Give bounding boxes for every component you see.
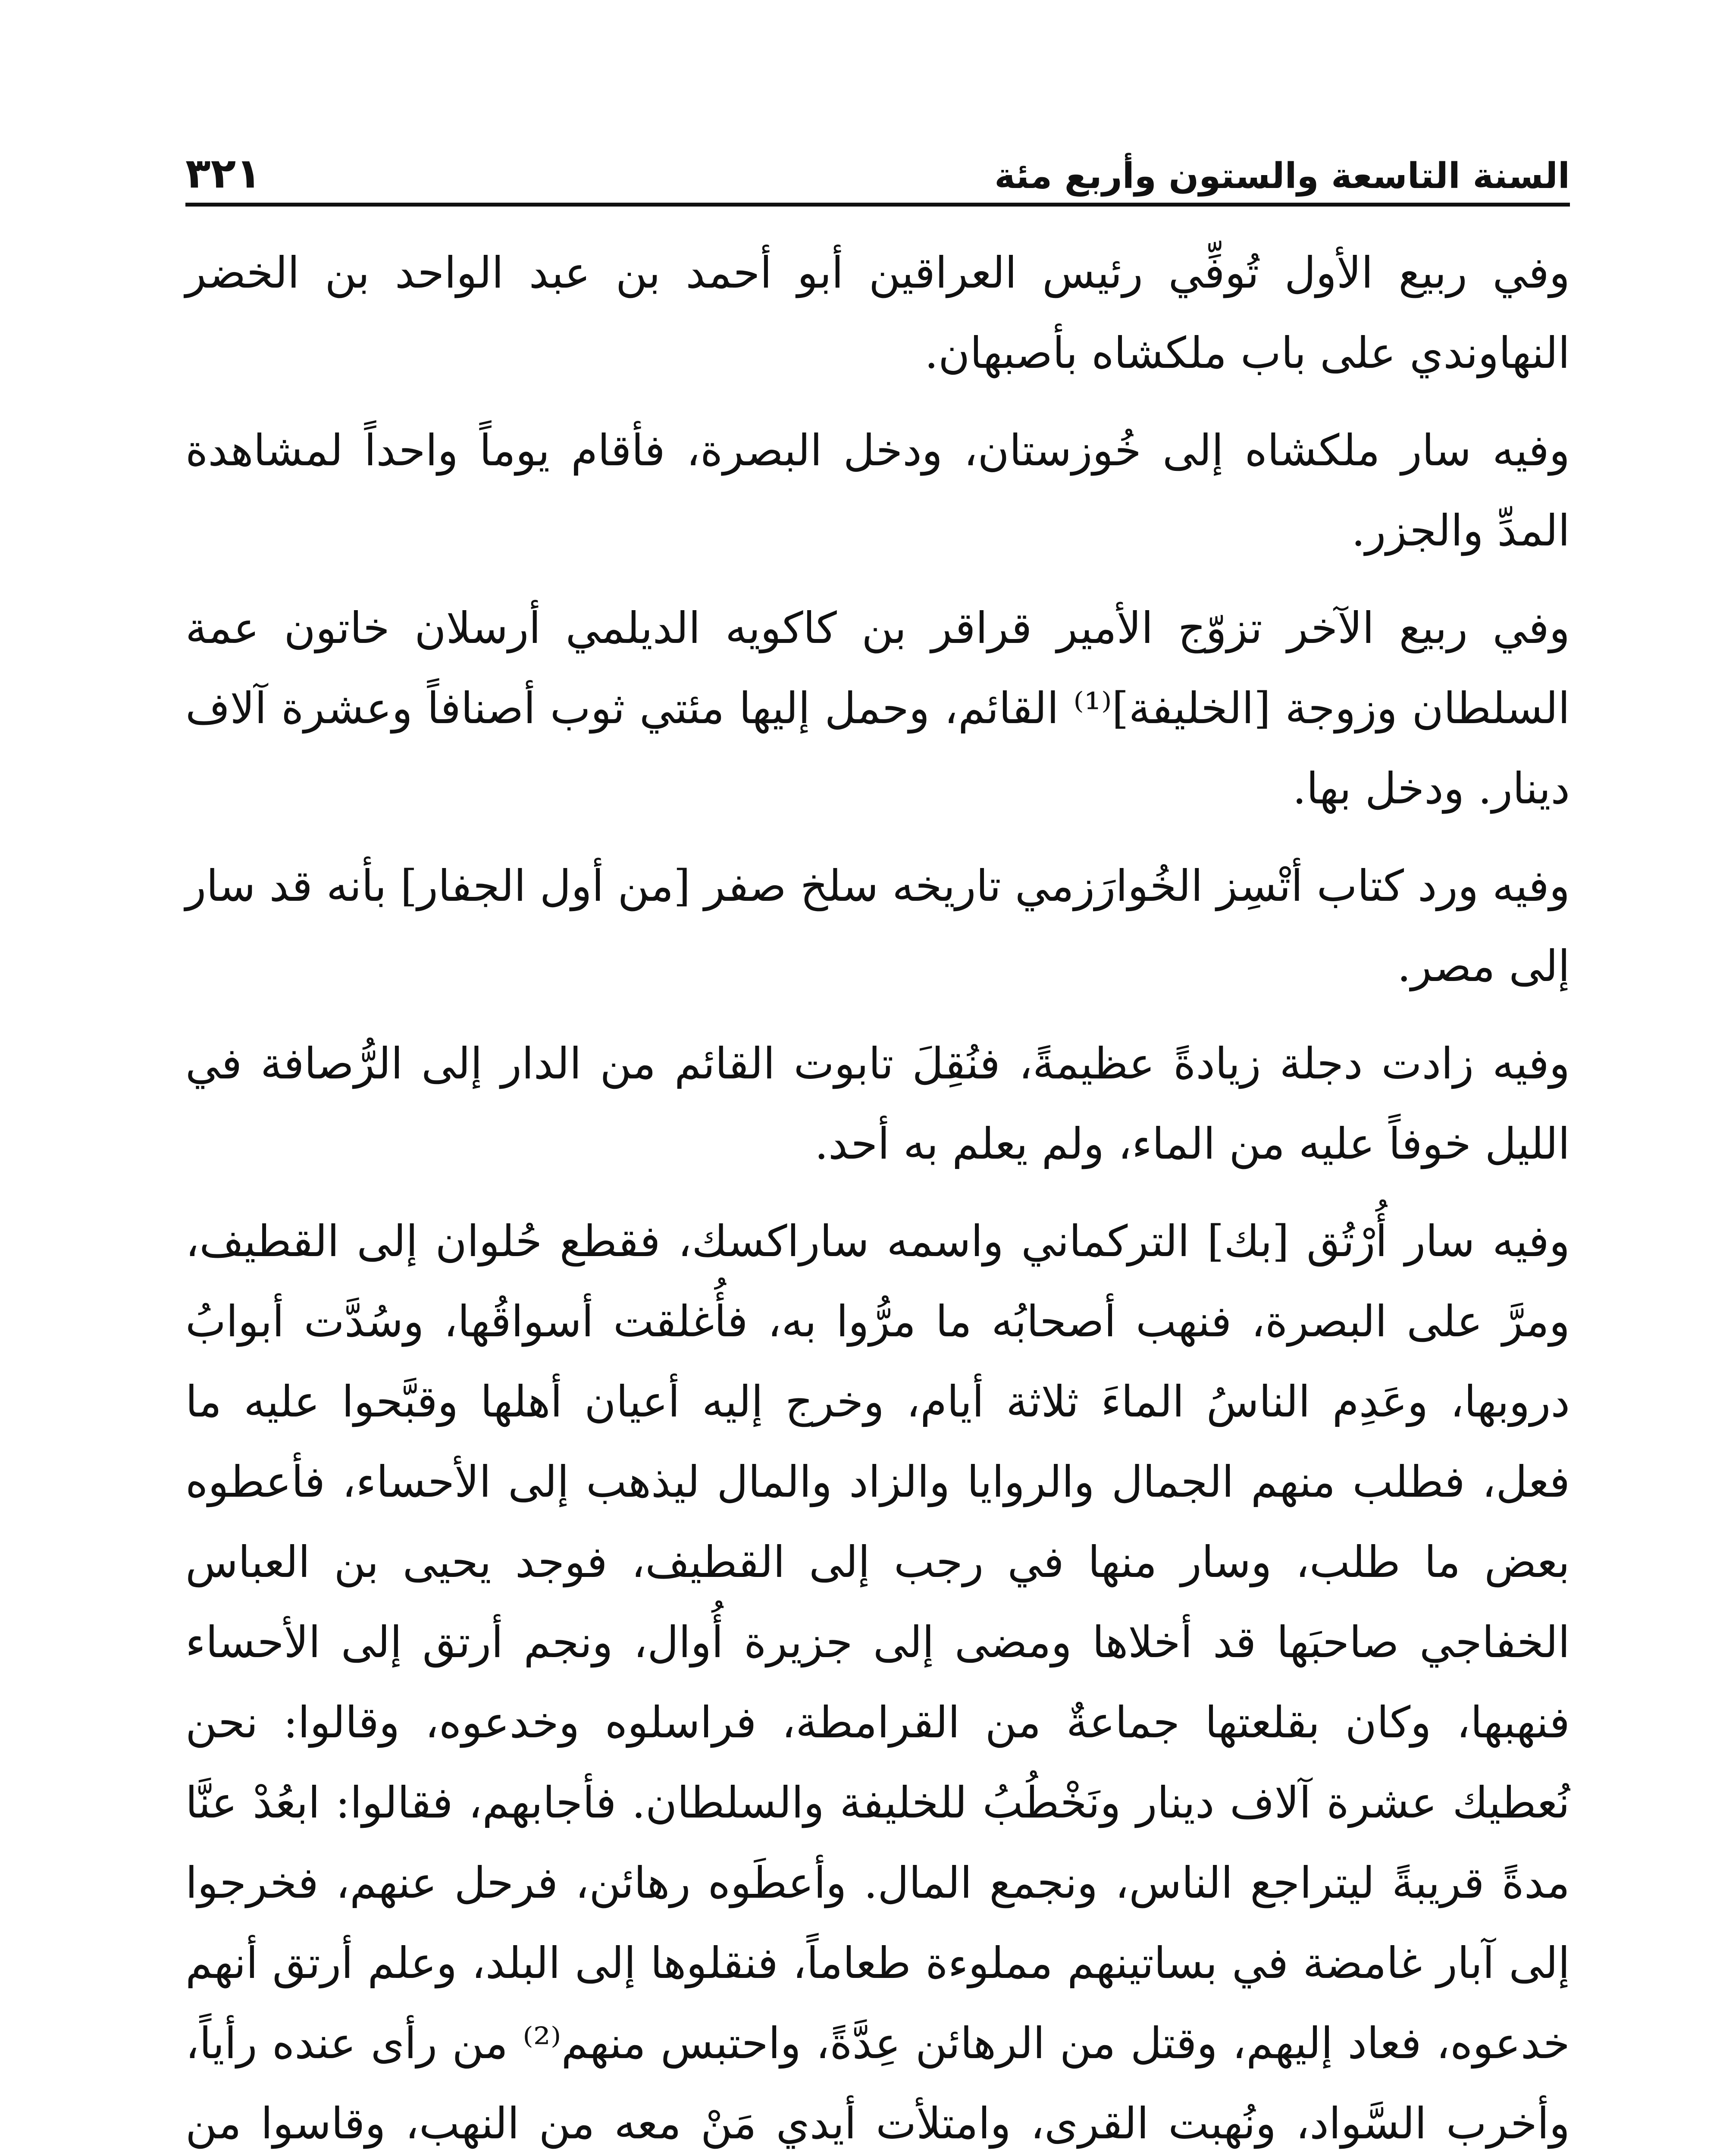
running-title: السنة التاسعة والستون وأربع مئة	[994, 156, 1570, 197]
header-rule	[185, 203, 1570, 207]
paragraph: وفيه ورد كتاب أتْسِز الخُوارَزمي تاريخه سلخ صفر [من أول الجفار] بأنه قد سار إلى مصر.	[185, 861, 1570, 991]
paragraph: وفي ربيع الآخر تزوّج الأمير قراقر بن كاكويه الديلمي أرسلان خاتون عمة السلطان وزوجة [الخليفة]⁽¹⁾ القائم، وحمل إليها مئتي ثوب أصنافاً وعشرة آلاف دينار. ودخل بها.	[185, 603, 1570, 814]
paragraph: وفيه سار أُرْتُق [بك] التركماني واسمه ساراكسك، فقطع حُلوان إلى القطيف، ومرَّ على البصرة، فنهب أصحابُه ما مرُّوا به، فأُغلقت أسواقُها، وسُدَّت أبوابُ دروبها، وعَدِم الناسُ الماءَ ثلاثة أيام، وخرج إليه أعيان أهلها وقبَّحوا عليه ما فعل، فطلب منهم الجمال والروايا والزاد والمال ليذهب إلى الأحساء، فأعطوه بعض ما طلب، وسار منها في رجب إلى القطيف، فوجد يحيى بن العباس الخفاجي صاحبَها قد أخلاها ومضى إلى جزيرة أُوال، ونجم أرتق إلى الأحساء فنهبها، وكان بقلعتها جماعةٌ من القرامطة، فراسلوه وخدعوه، وقالوا: نحن نُعطيك عشرة آلاف دينار ونَخْطُبُ للخليفة والسلطان. فأجابهم، فقالوا: ابعُدْ عنَّا مدةً قريبةً ليتراجع الناس، ونجمع المال. وأعطَوه رهائن، فرحل عنهم، فخرجوا إلى آبار غامضة في بساتينهم مملوءة طعاماً، فنقلوها إلى البلد، وعلم أرتق أنهم خدعوه، فعاد إليهم، وقتل من الرهائن عِدَّةً، واحتبس منهم⁽²⁾ من رأى عنده رأياً، وأخرب السَّواد، ونُهبت القرى، وامتلأت أيدي مَنْ معه من النهب، وقاسوا من	[185, 1216, 1570, 2149]
paragraph: وفيه سار ملكشاه إلى خُوزستان، ودخل البصرة، فأقام يوماً واحداً لمشاهدة المدِّ والجزر.	[185, 425, 1570, 556]
body-text	[185, 233, 1570, 2156]
page-number: ٣٢١	[185, 149, 261, 197]
paragraph: وفيه زادت دجلة زيادةً عظيمةً، فنُقِلَ تابوت القائم من الدار إلى الرُّصافة في الليل خوفاً عليه من الماء، ولم يعلم به أحد.	[185, 1038, 1570, 1169]
page-header	[185, 129, 1570, 197]
paragraph: وفي ربيع الأول تُوفِّي رئيس العراقين أبو أحمد بن عبد الواحد بن الخضر النهاوندي على باب ملكشاه بأصبهان.	[185, 248, 1570, 378]
